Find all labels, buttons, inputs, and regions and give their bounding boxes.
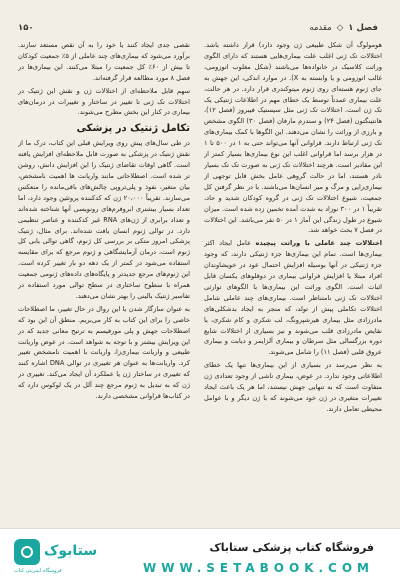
- inline-bold-term: اختلالات چند عاملی با وراثت پیچیده: [255, 239, 382, 248]
- logo-mark-icon: [14, 539, 40, 565]
- paragraph: هومولوگ آن شکل طبیعی ژن وجود دارد) قرار داشته باشد. اختلالات تک ژنی اغلب علت بیماری‌هایی هستند که دارای الگوی وراثت کلاسیک در خانواده‌ها می‌باشند (شکل مغلوب اتوزومی، غالب اتوزومی و یا وابسته به X). در موارد اندکی، این جهش به جای ژنوم هسته‌ای روی ژنوم میتوکندری قرار دارد. در هر حالت، علت بیماری عمدتاً توسط یک خطای مهم در اطلاعات ژنتیکی یک تک ژن است. اختلالات تک ژنی مثل سیستیک فیبروز (فصل ۱۲)، هانتینگتون (فصل ۲۴) و سندرم مارفان (فصل ۳۰) الگوی مشخص و بارزی از وراثت را نشان می‌دهند. این الگوها با کمک بیماری‌های تک ژنی ارتباط دارند. قراوانی آنها می‌تواند حتی به ۱ در ۵۰۰ تا ۱ در هزار برسد اما قراوانی اغلب این نوع بیماری‌ها بسیار کمتر از این مقادیر است. هرچند اختلالات تک ژنی به صورت تک تک بسیار نادر هستند، اما در حالت گروهی عامل بخش قابل توجهی از بیماری‌زایی و مرگ و میر انسان‌ها می‌باشند. با در نظر گرفتن کل جمعیت، شیوع اختلالات تک ژنی در گروه کودکان شدید و حاد، تقریباً ۱ در ۳۰۰ نوزاد به شدت آمده تخمین زده شده است. میزان شیوع در طول زندگی این آمار ۱ در ۵۰ نفر می‌باشد. این اختلالات در فصل ۷ بحث خواهد شد.: [204, 41, 382, 235]
- right-column: [204, 40, 382, 507]
- paragraph: در طی سال‌های پیش روی ویرایش قبلی این کتاب، درک ما از نقش ژنتیک در پزشکی به صورت قابل ملاحظه‌ای افزایش یافته است. گاهی اوقات تقاضای ژنتیک را این افزایش دانش، روشن تر شده است. اصطلاحاتی مانند واریانت ها اهمیت نامشخص، بیان متغیر، نفوذ و پلی‌تروپی چالش‌های باقی‌مانده را منعکس می‌سازند. تقریباً ۲۰،۰۰۰ ژن که کدکننده پروتئین وجود دارد، اما تعداد بسیار بیشتری ابروفرم‌های رونویسی آنها شناخته شده‌اند و تعداد برابری از ژن‌های RNA غیر کدکننده و عناصر تنظیمی دارد. در توالی ژنوم انسان یافت شده‌اند. برای مثال، ژنتیک پزشکی امروز متکی بر بررسی کل ژنوم، گاهی توالی یابی کل ژنوم است، درمان آزمایشگاهی و ژنوم مرجع که برای مقایسه استفاده می‌شود در کمتر از یک دهه دو بار تغییر کرده است. این ژنوم‌های مرجع جدیدتر و پایگاه‌های داده‌های ژنومی جمعیت همراه با سطوح ساختاری در سطح توالی مورد استفاده در تفاسیر ژنتیک بالینی را بهتر نشان می‌دهند.: [18, 139, 190, 300]
- paragraph: [204, 238, 382, 358]
- header-chapter: فصل ۱: [348, 23, 378, 33]
- store-url-link[interactable]: WWW.SETABOOK.COM: [142, 561, 374, 575]
- section-heading: تکامل ژنتیک در پزشکی: [76, 123, 190, 135]
- logo-tagline: فروشگاه اینترنتی کتاب: [14, 568, 62, 574]
- page-number: ۱۵۰: [18, 23, 34, 33]
- paragraph: سهم قابل ملاحظه‌ای از اختلالات ژن و نقش این ژنتیک در اختلالات تک ژنی تا تغییر در ساختار و تغییرات در درمان‌های بیماری در کنار این بخش مطرح می‌شوند.: [18, 86, 190, 117]
- header-separator: ◇: [336, 23, 344, 33]
- header-chapter-info: [309, 23, 378, 33]
- paragraph: نقصی جدی ایجاد کنند یا خود را به آن نقص مستعد سازند. برآورد می‌شود که بیماری‌های چند عاملی از ۵٪ جمعیت کودکان تا بیش از ۶۰٪ کل جمعیت را مبتلا می‌کنند. این بیماری‌ها در فصل ۸ مورد مطالعه قرار گرفته‌اند.: [18, 41, 190, 82]
- header-section: مقدمه: [309, 23, 332, 33]
- paragraph-text: عامل ایجاد اکثر بیماری‌ها است. تمام این بیماری‌ها جزء ژنتیکی دارند، که وجود جزء ژنتیکی در آنها بوسیله افزایش احتمال عود در خویشاوندان افراد مبتلا یا افزایش فراوانی بیماری در دوقلوهای یکسان قابل اثبات است. الگوی وراثت این بیماری‌ها با الگوهای توارثی اختلالات تک ژنی نامتناظر است. بیماری‌های چند عاملی شامل اختلالات تکاملی پیش از تولد، که منجر به ایجاد بدشکلی‌های مادرزادی مثل بیماری هیرشپرونگ، لب شکری و کام شکری، یا نقایص مادرزادی قلب می‌شوند و نیز بسیاری از اختلالات شایع دوره بزرگسالی مثل سرطان و بیماری آلزایمر و دیابت و بیماری عروق قلبی (فصل ۱۱) را شامل می‌شوند.: [204, 239, 382, 357]
- logo-wordmark: ستابوک: [44, 543, 98, 559]
- paragraph: به عنوان سازگار شدن با این روال در حال تغییر، ما اصطلاحات خاصی را برای این کتاب به کار می‌بریم. منطق آن این بود که اصطلاحات جهش و پلی مورفیسم به ترتیح معانی جدید که در این ویرایش بیشتر و با توجه به شواهد است. در عوض واریانت طبیعی و واریانت بیماری‌زا، واریانت با اهمیت نامشخص تغییر کرد. واریانت‌ها به عنوان هر تغییری در توالی DNA اشاره کنند که تغییری در ساختار ژن یا عملکرد آن ایجاد می‌کند. تغییری در ژن که به تبدیل به ژنوم مرجع چند آلل در یک لوکوس دارد که در کتاب‌ها قراوانی مشخصی دارند.: [18, 304, 190, 401]
- store-name: فروشگاه کتاب پزشکی ستاباک: [209, 541, 374, 554]
- paragraph: به نظر می‌رسد در بسیاری از این بیماری‌ها تنها یک خطای اطلاعاتی وجود ندارد. در عوض، بیماری ناشی از وجود تعدادی ژن متفاوت است که به تنهایی جهش نیستند، اما هر یک باعث ایجاد تغییرات متغیری در ژن خود می‌شوند که با ژن دیگر و با عوامل محیطی تعامل دارند.: [204, 361, 382, 413]
- left-column: [18, 40, 190, 507]
- setabook-logo[interactable]: [14, 539, 98, 577]
- watermark-banner: [0, 528, 400, 587]
- running-header: [18, 20, 378, 36]
